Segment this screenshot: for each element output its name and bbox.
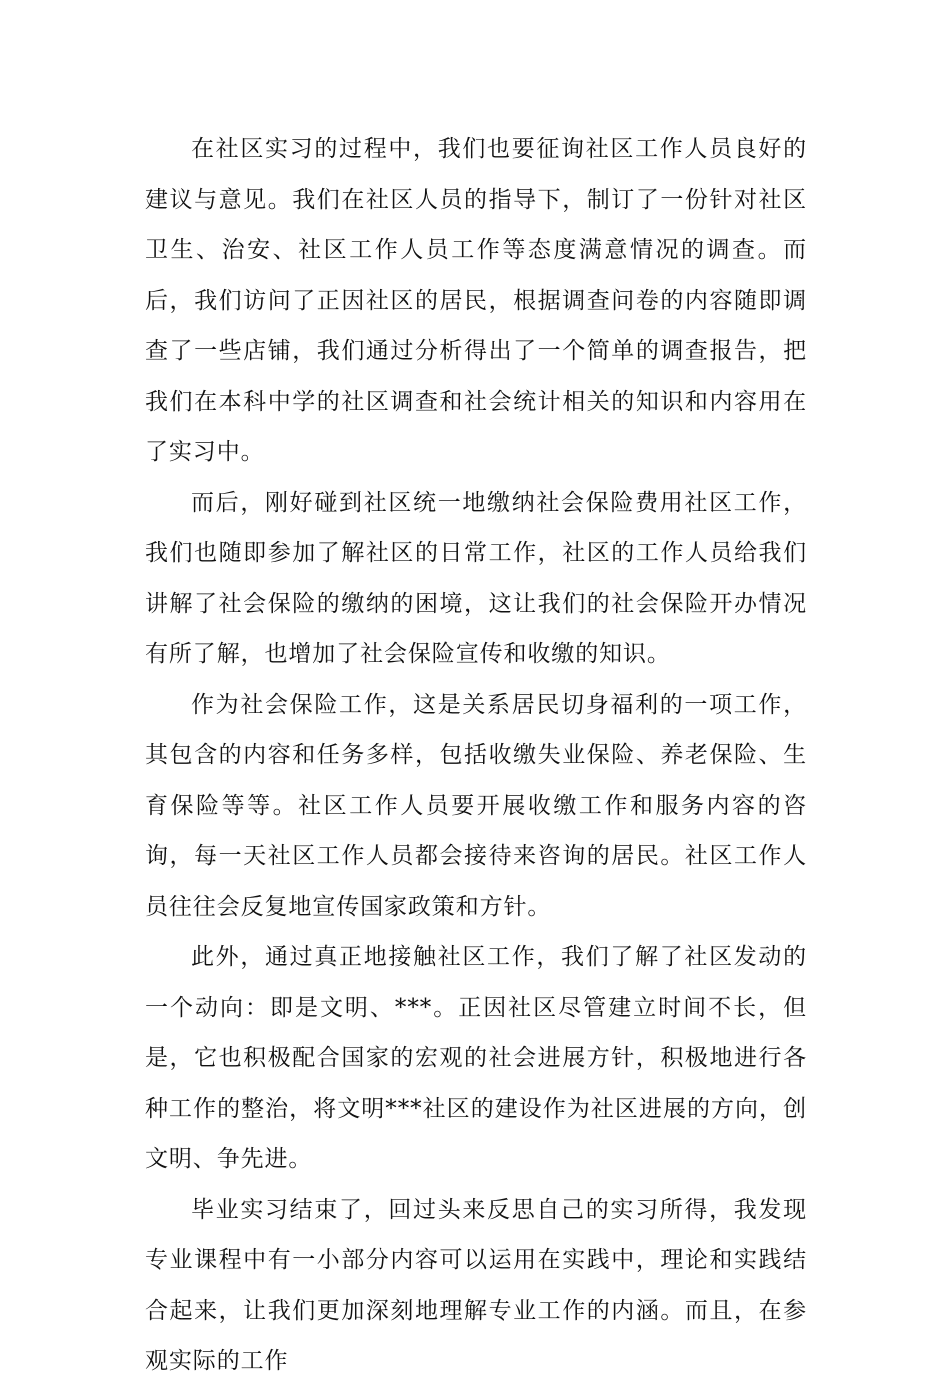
paragraph-social-insurance-work: 作为社会保险工作，这是关系居民切身福利的一项工作，其包含的内容和任务多样，包括收缴失业保险、养老保险、生育保险等等。社区工作人员要开展收缴工作和服务内容的咨询，每一天社区工作人员都会接待来咨询的居民。社区工作人员往往会反复地宣传国家政策和方针。 [145,691,807,920]
paragraph-social-insurance-payment: 而后，刚好碰到社区统一地缴纳社会保险费用社区工作，我们也随即参加了解社区的日常工作，社区的工作人员给我们讲解了社会保险的缴纳的困境，这让我们的社会保险开办情况有所了解，也增加了社会保险宣传和收缴的知识。 [145,489,807,667]
paragraph-survey: 在社区实习的过程中，我们也要征询社区工作人员良好的建议与意见。我们在社区人员的指导下，制订了一份针对社区卫生、治安、社区工作人员工作等态度满意情况的调查。而后，我们访问了正因社区的居民，根据调查问卷的内容随即调查了一些店铺，我们通过分析得出了一个简单的调查报告，把我们在本科中学的社区调查和社会统计相关的知识和内容用在了实习中。 [145,136,807,465]
document-body [145,124,807,1387]
paragraph-community-direction: 此外，通过真正地接触社区工作，我们了解了社区发动的一个动向：即是文明、***。正因社区尽管建立时间不长，但是，它也积极配合国家的宏观的社会进展方针，积极地进行各种工作的整治，将文明***社区的建设作为社区进展的方向，创文明、争先进。 [145,944,807,1172]
paragraph-internship-reflection: 毕业实习结束了，回过头来反思自己的实习所得，我发现专业课程中有一小部分内容可以运用在实践中，理论和实践结合起来，让我们更加深刻地理解专业工作的内涵。而且，在参观实际的工作 [145,1196,807,1374]
